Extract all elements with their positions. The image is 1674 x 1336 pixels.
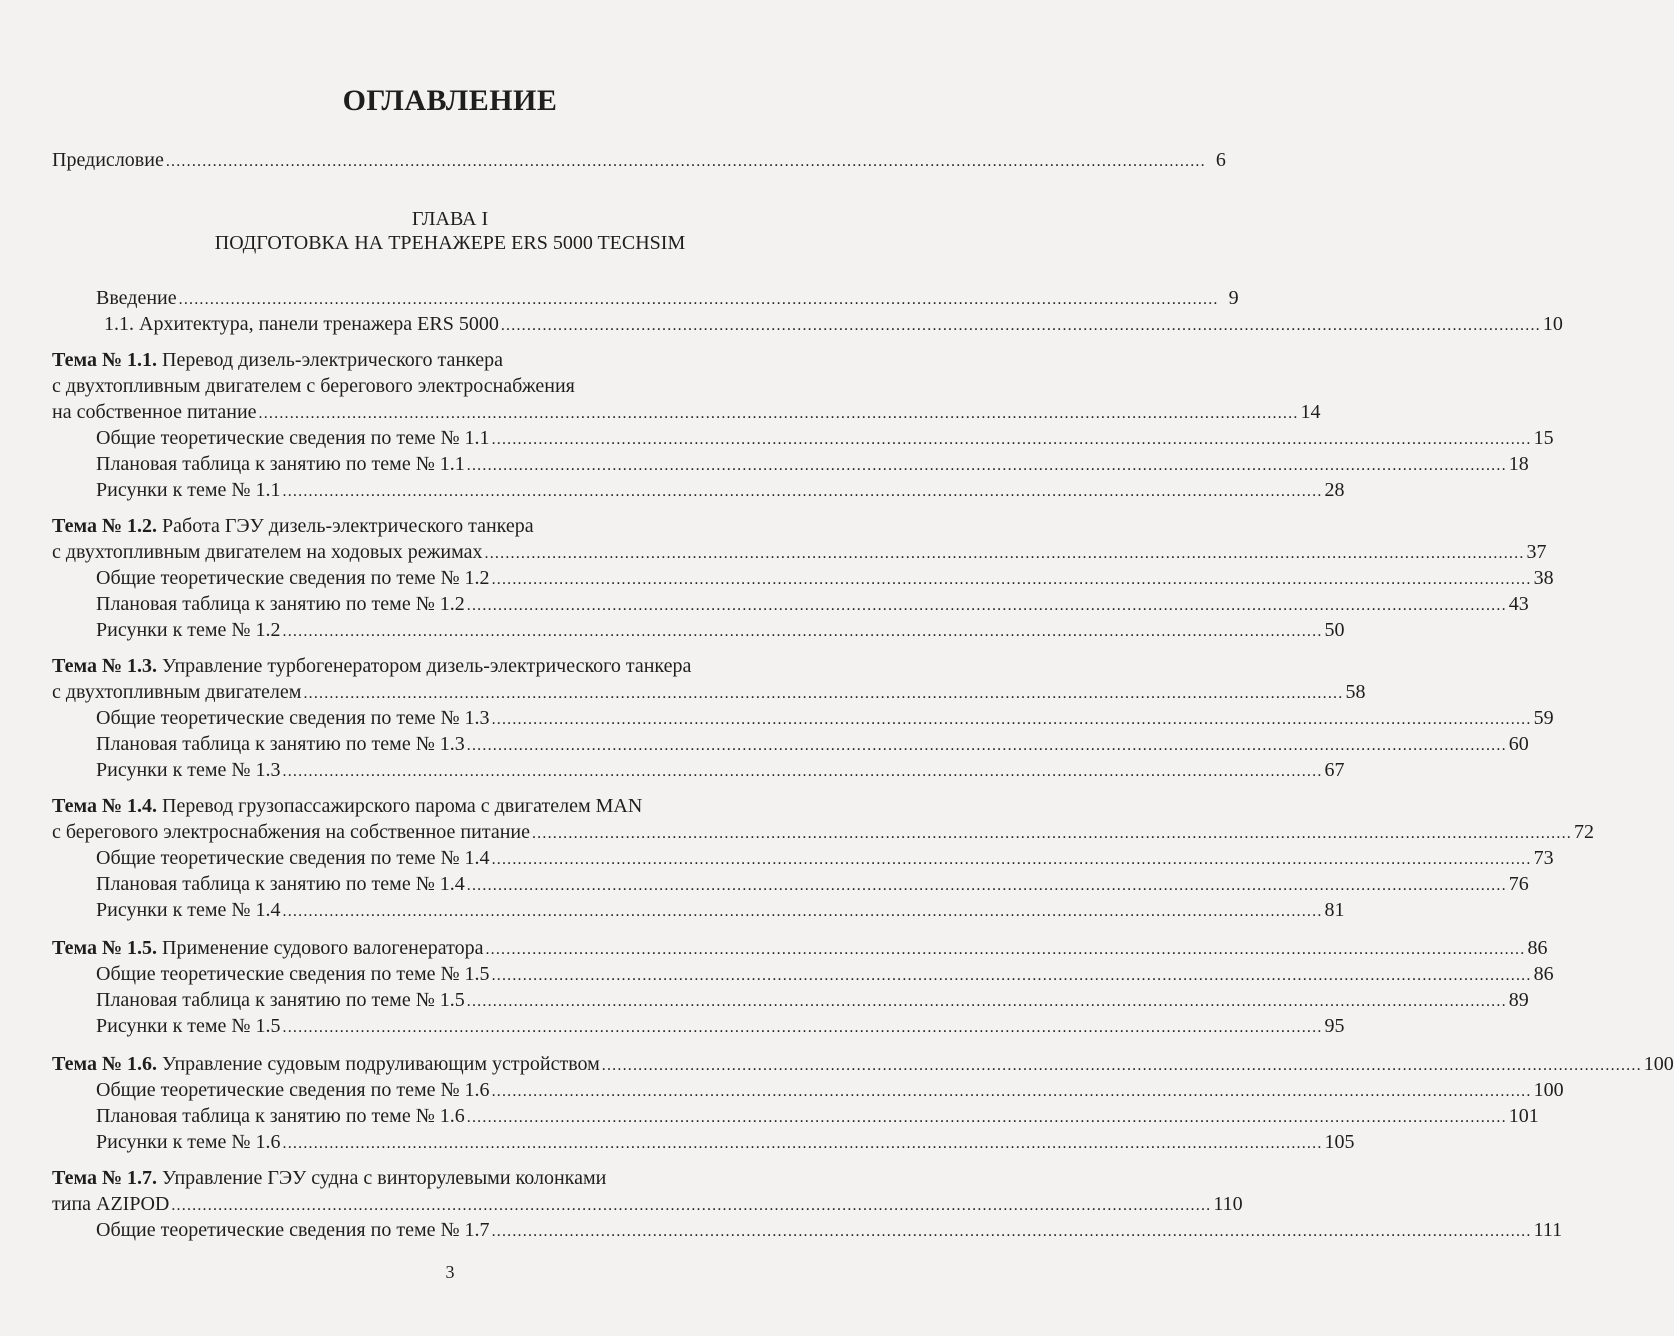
dot-leader: ........................................................................................................................................................................................................ [491,1083,1532,1100]
dot-leader: ........................................................................................................................................................................................................ [491,851,1532,868]
dot-leader: ........................................................................................................................................................................................................ [303,685,1344,702]
toc-subentry: Рисунки к теме № 1.1 ........................................................................................................................................................................................................ 28 [96,479,1345,501]
dot-leader: ........................................................................................................................................................................................................ [282,483,1323,500]
page-ref: 89 [1508,989,1529,1011]
dot-leader: ........................................................................................................................................................................................................ [171,1197,1212,1214]
page-ref: 15 [1533,427,1554,449]
page-ref: 72 [1573,821,1594,843]
dot-leader: ........................................................................................................................................................................................................ [491,431,1532,448]
toc-subentry: Общие теоретические сведения по теме № 1.1 ........................................................................................................................................................................................................ 15 [96,427,1554,449]
toc-subentry: Плановая таблица к занятию по теме № 1.2 ........................................................................................................................................................................................................ 43 [96,593,1529,615]
dot-leader: ........................................................................................................................................................................................................ [500,317,1541,334]
page-ref: 111 [1533,1219,1563,1241]
dot-leader: ........................................................................................................................................................................................................ [178,291,1219,308]
toc-subentry: Плановая таблица к занятию по теме № 1.4 ........................................................................................................................................................................................................ 76 [96,873,1529,895]
page-ref: 28 [1324,479,1345,501]
page-ref: 110 [1213,1193,1243,1215]
toc-subentry: Плановая таблица к занятию по теме № 1.6 ........................................................................................................................................................................................................ 101 [96,1105,1539,1127]
toc-entry-architecture: 1.1. Архитектура, панели тренажера ERS 5000 ........................................................................................................................................................................................................ 10 [104,313,1563,335]
dot-leader: ........................................................................................................................................................................................................ [258,405,1299,422]
toc-subentry: Общие теоретические сведения по теме № 1.4 ........................................................................................................................................................................................................ 73 [96,847,1554,869]
topic-heading-1-2: Тема № 1.2. Работа ГЭУ дизель-электрического танкера [52,515,534,537]
dot-leader: ........................................................................................................................................................................................................ [282,763,1323,780]
toc-subentry: Плановая таблица к занятию по теме № 1.1 ........................................................................................................................................................................................................ 18 [96,453,1529,475]
page-ref: 100 [1643,1053,1674,1075]
toc-subentry: Плановая таблица к занятию по теме № 1.3 ........................................................................................................................................................................................................ 60 [96,733,1529,755]
toc-entry-topic-1-3: с двухтопливным двигателем ........................................................................................................................................................................................................ 58 [52,681,1366,703]
toc-entry-intro: Введение ........................................................................................................................................................................................................ 9 [96,287,1239,309]
page-ref: 81 [1324,899,1345,921]
toc-entry-topic-1-5: Тема № 1.5. Применение судового валогенератора ........................................................................................................................................................................................................ 86 [52,937,1548,959]
page-ref: 50 [1324,619,1345,641]
dot-leader: ........................................................................................................................................................................................................ [466,597,1507,614]
dot-leader: ........................................................................................................................................................................................................ [466,993,1507,1010]
topic-heading-1-3: Тема № 1.3. Управление турбогенератором дизель-электрического танкера [52,655,692,677]
dot-leader: ........................................................................................................................................................................................................ [485,941,1526,958]
page-ref: 37 [1526,541,1547,563]
dot-leader: ........................................................................................................................................................................................................ [282,1019,1323,1036]
dot-leader: ........................................................................................................................................................................................................ [282,1135,1323,1152]
toc-entry-topic-1-1: на собственное питание ........................................................................................................................................................................................................ 14 [52,401,1321,423]
toc-subentry: Рисунки к теме № 1.2 ........................................................................................................................................................................................................ 50 [96,619,1345,641]
page-title: ОГЛАВЛЕНИЕ [342,84,558,117]
page-ref: 95 [1324,1015,1345,1037]
dot-leader: ........................................................................................................................................................................................................ [484,545,1525,562]
toc-subentry: Общие теоретические сведения по теме № 1.6 ........................................................................................................................................................................................................ 100 [96,1079,1564,1101]
toc-subentry: Рисунки к теме № 1.4 ........................................................................................................................................................................................................ 81 [96,899,1345,921]
topic-heading-1-4: Тема № 1.4. Перевод грузопассажирского парома с двигателем MAN [52,795,643,817]
page-ref: 60 [1508,733,1529,755]
page-ref: 105 [1324,1131,1355,1153]
toc-subentry: Рисунки к теме № 1.5 ........................................................................................................................................................................................................ 95 [96,1015,1345,1037]
topic-heading-1-1: Тема № 1.1. Перевод дизель-электрического танкера [52,349,504,371]
page-ref: 100 [1533,1079,1564,1101]
page-ref: 86 [1527,937,1548,959]
dot-leader: ........................................................................................................................................................................................................ [466,1109,1507,1126]
toc-subentry: Плановая таблица к занятию по теме № 1.5 ........................................................................................................................................................................................................ 89 [96,989,1529,1011]
toc-entry-topic-1-7: типа AZIPOD ........................................................................................................................................................................................................ 110 [52,1193,1243,1215]
page-ref: 43 [1508,593,1529,615]
page-ref: 9 [1228,287,1239,309]
dot-leader: ........................................................................................................................................................................................................ [466,457,1507,474]
dot-leader: ........................................................................................................................................................................................................ [165,153,1206,170]
toc-subentry: Общие теоретические сведения по теме № 1.3 ........................................................................................................................................................................................................ 59 [96,707,1554,729]
toc-entry-topic-1-2: с двухтопливным двигателем на ходовых режимах ........................................................................................................................................................................................................ 37 [52,541,1547,563]
dot-leader: ........................................................................................................................................................................................................ [466,737,1507,754]
dot-leader: ........................................................................................................................................................................................................ [531,825,1572,842]
chapter-title: ПОДГОТОВКА НА ТРЕНАЖЕРЕ ERS 5000 TECHSIM [214,232,686,254]
page-ref: 6 [1215,149,1226,171]
page-ref: 58 [1345,681,1366,703]
dot-leader: ........................................................................................................................................................................................................ [282,903,1323,920]
toc-subentry: Общие теоретические сведения по теме № 1.7 ........................................................................................................................................................................................................ 111 [96,1219,1563,1241]
dot-leader: ........................................................................................................................................................................................................ [491,1223,1532,1240]
dot-leader: ........................................................................................................................................................................................................ [466,877,1507,894]
topic-line: с двухтопливным двигателем с берегового электроснабжения [52,375,575,397]
page-number: 3 [445,1262,455,1282]
toc-subentry: Рисунки к теме № 1.6 ........................................................................................................................................................................................................ 105 [96,1131,1355,1153]
page-ref: 10 [1542,313,1563,335]
dot-leader: ........................................................................................................................................................................................................ [282,623,1323,640]
toc-entry-topic-1-4: с берегового электроснабжения на собственное питание ........................................................................................................................................................................................................ 72 [52,821,1594,843]
dot-leader: ........................................................................................................................................................................................................ [601,1057,1642,1074]
toc-entry-topic-1-6: Тема № 1.6. Управление судовым подруливающим устройством ........................................................................................................................................................................................................ 100 [52,1053,1674,1075]
page-ref: 73 [1533,847,1554,869]
topic-heading-1-7: Тема № 1.7. Управление ГЭУ судна с винторулевыми колонками [52,1167,607,1189]
page-ref: 59 [1533,707,1554,729]
page-ref: 76 [1508,873,1529,895]
dot-leader: ........................................................................................................................................................................................................ [491,711,1532,728]
chapter-label: ГЛАВА I [411,208,489,230]
page-ref: 67 [1324,759,1345,781]
page-ref: 18 [1508,453,1529,475]
toc-subentry: Общие теоретические сведения по теме № 1.5 ........................................................................................................................................................................................................ 86 [96,963,1554,985]
toc-subentry: Рисунки к теме № 1.3 ........................................................................................................................................................................................................ 67 [96,759,1345,781]
toc-subentry: Общие теоретические сведения по теме № 1.2 ........................................................................................................................................................................................................ 38 [96,567,1554,589]
page-ref: 38 [1533,567,1554,589]
page-ref: 14 [1300,401,1321,423]
page-ref: 101 [1508,1105,1539,1127]
toc-entry-preface: Предисловие ........................................................................................................................................................................................................ 6 [52,149,1226,171]
page-ref: 86 [1533,963,1554,985]
dot-leader: ........................................................................................................................................................................................................ [491,967,1532,984]
dot-leader: ........................................................................................................................................................................................................ [491,571,1532,588]
